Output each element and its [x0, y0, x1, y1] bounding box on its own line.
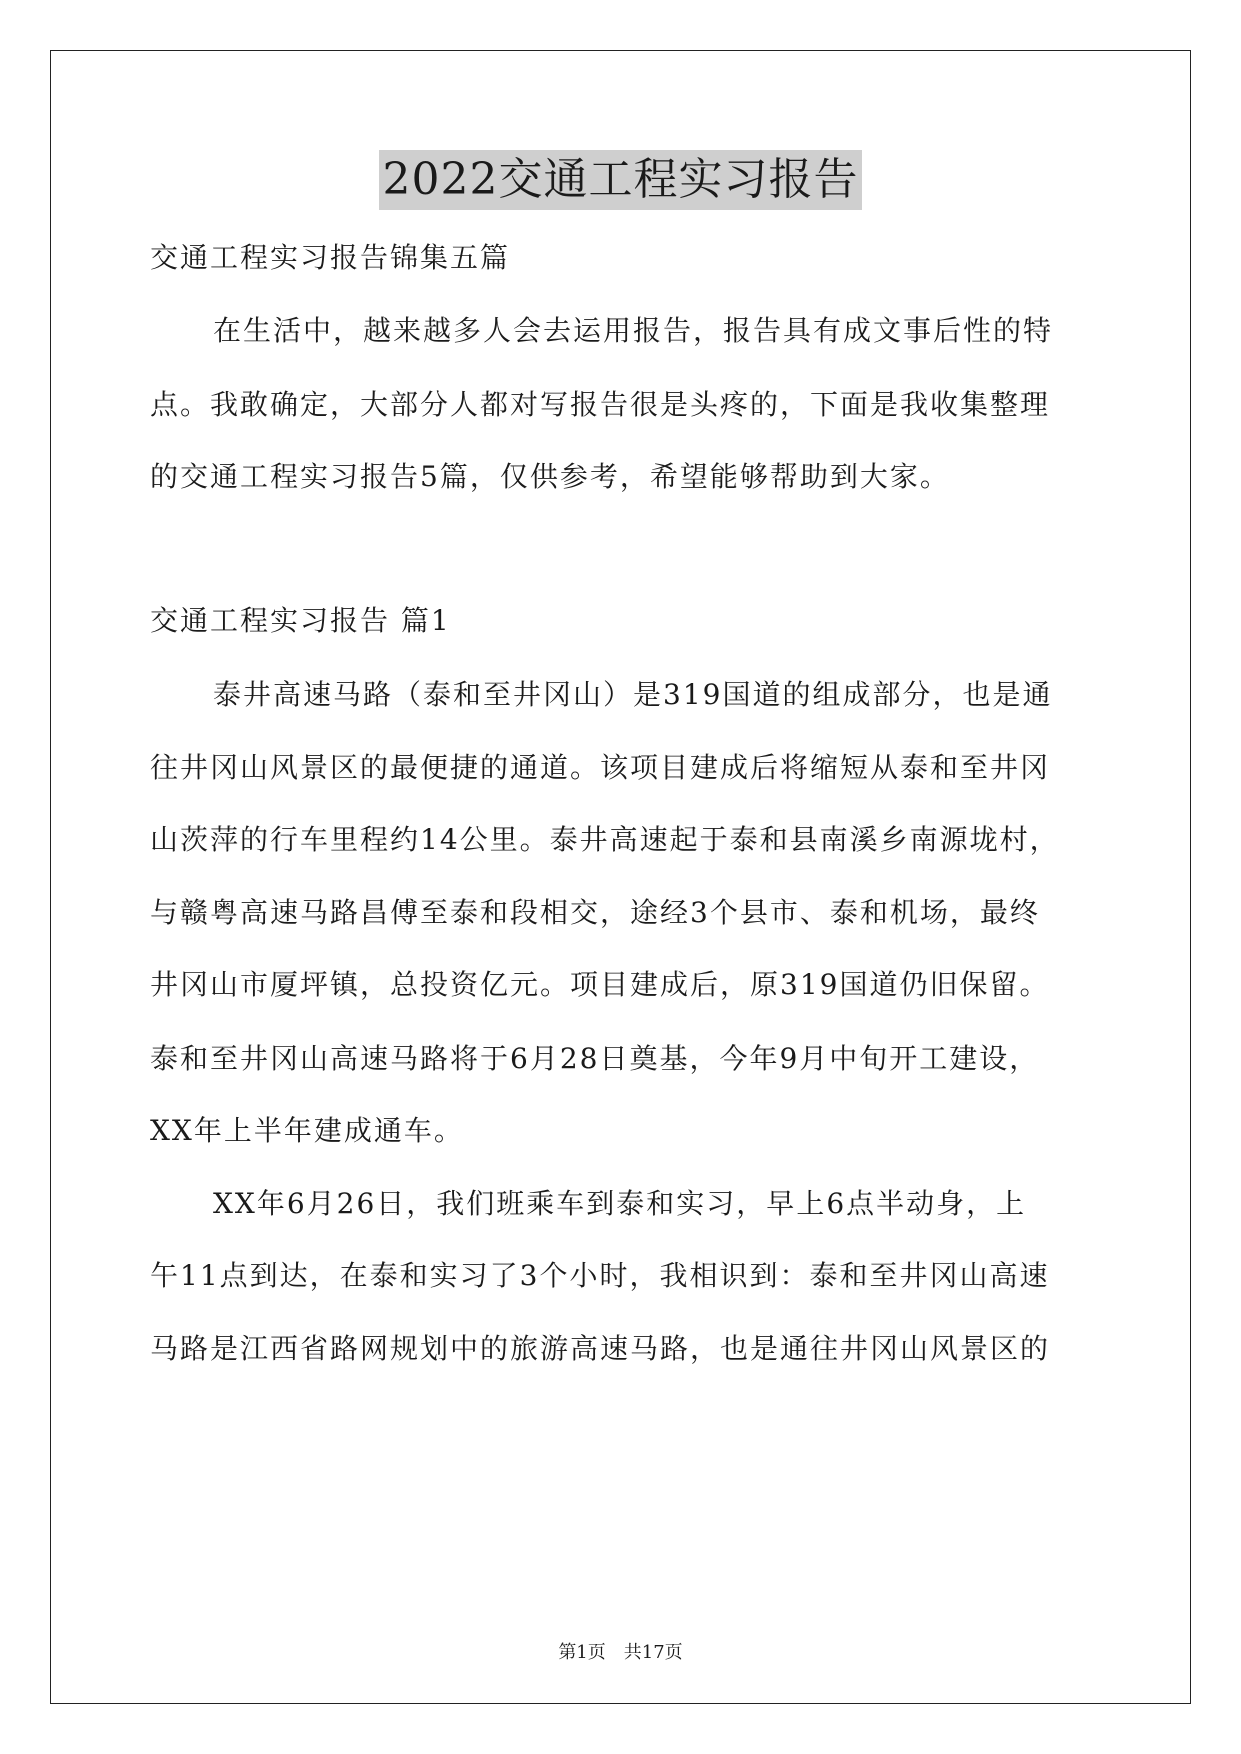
- document-title: 2022交通工程实习报告: [379, 150, 863, 210]
- intro-line-2: 点。我敢确定，大部分人都对写报告很是头疼的，下面是我收集整理: [150, 388, 1051, 421]
- page-number-footer: 第1页 共17页: [558, 1642, 683, 1663]
- intro-line-3: 的交通工程实习报告5篇，仅供参考，希望能够帮助到大家。: [150, 460, 950, 493]
- title-container: [0, 150, 1241, 210]
- para2-line-2: 午11点到达，在泰和实习了3个小时，我相识到：泰和至井冈山高速: [150, 1259, 1050, 1292]
- para1-line-5: 井冈山市厦坪镇，总投资亿元。项目建成后，原319国道仍旧保留。: [150, 968, 1050, 1001]
- para2-line-1: XX年6月26日，我们班乘车到泰和实习，早上6点半动身，上: [213, 1187, 1027, 1220]
- para1-line-1: 泰井高速马路（泰和至井冈山）是319国道的组成部分，也是通: [213, 678, 1053, 711]
- para1-line-7: XX年上半年建成通车。: [150, 1114, 464, 1147]
- document-subtitle: 交通工程实习报告锦集五篇: [150, 241, 511, 274]
- intro-line-1: 在生活中，越来越多人会去运用报告，报告具有成文事后性的特: [213, 314, 1054, 347]
- page-border: [50, 50, 1191, 1704]
- para1-line-2: 往井冈山风景区的最便捷的通道。该项目建成后将缩短从泰和至井冈: [150, 751, 1051, 784]
- para1-line-3: 山茨萍的行车里程约14公里。泰井高速起于泰和县南溪乡南源垅村，: [150, 823, 1060, 856]
- para1-line-6: 泰和至井冈山高速马路将于6月28日奠基，今年9月中旬开工建设，: [150, 1042, 1040, 1075]
- para1-line-4: 与赣粤高速马路昌傅至泰和段相交，途经3个县市、泰和机场，最终: [150, 896, 1040, 929]
- para2-line-3: 马路是江西省路网规划中的旅游高速马路，也是通往井冈山风景区的: [150, 1332, 1051, 1365]
- section-heading: 交通工程实习报告 篇1: [150, 604, 451, 637]
